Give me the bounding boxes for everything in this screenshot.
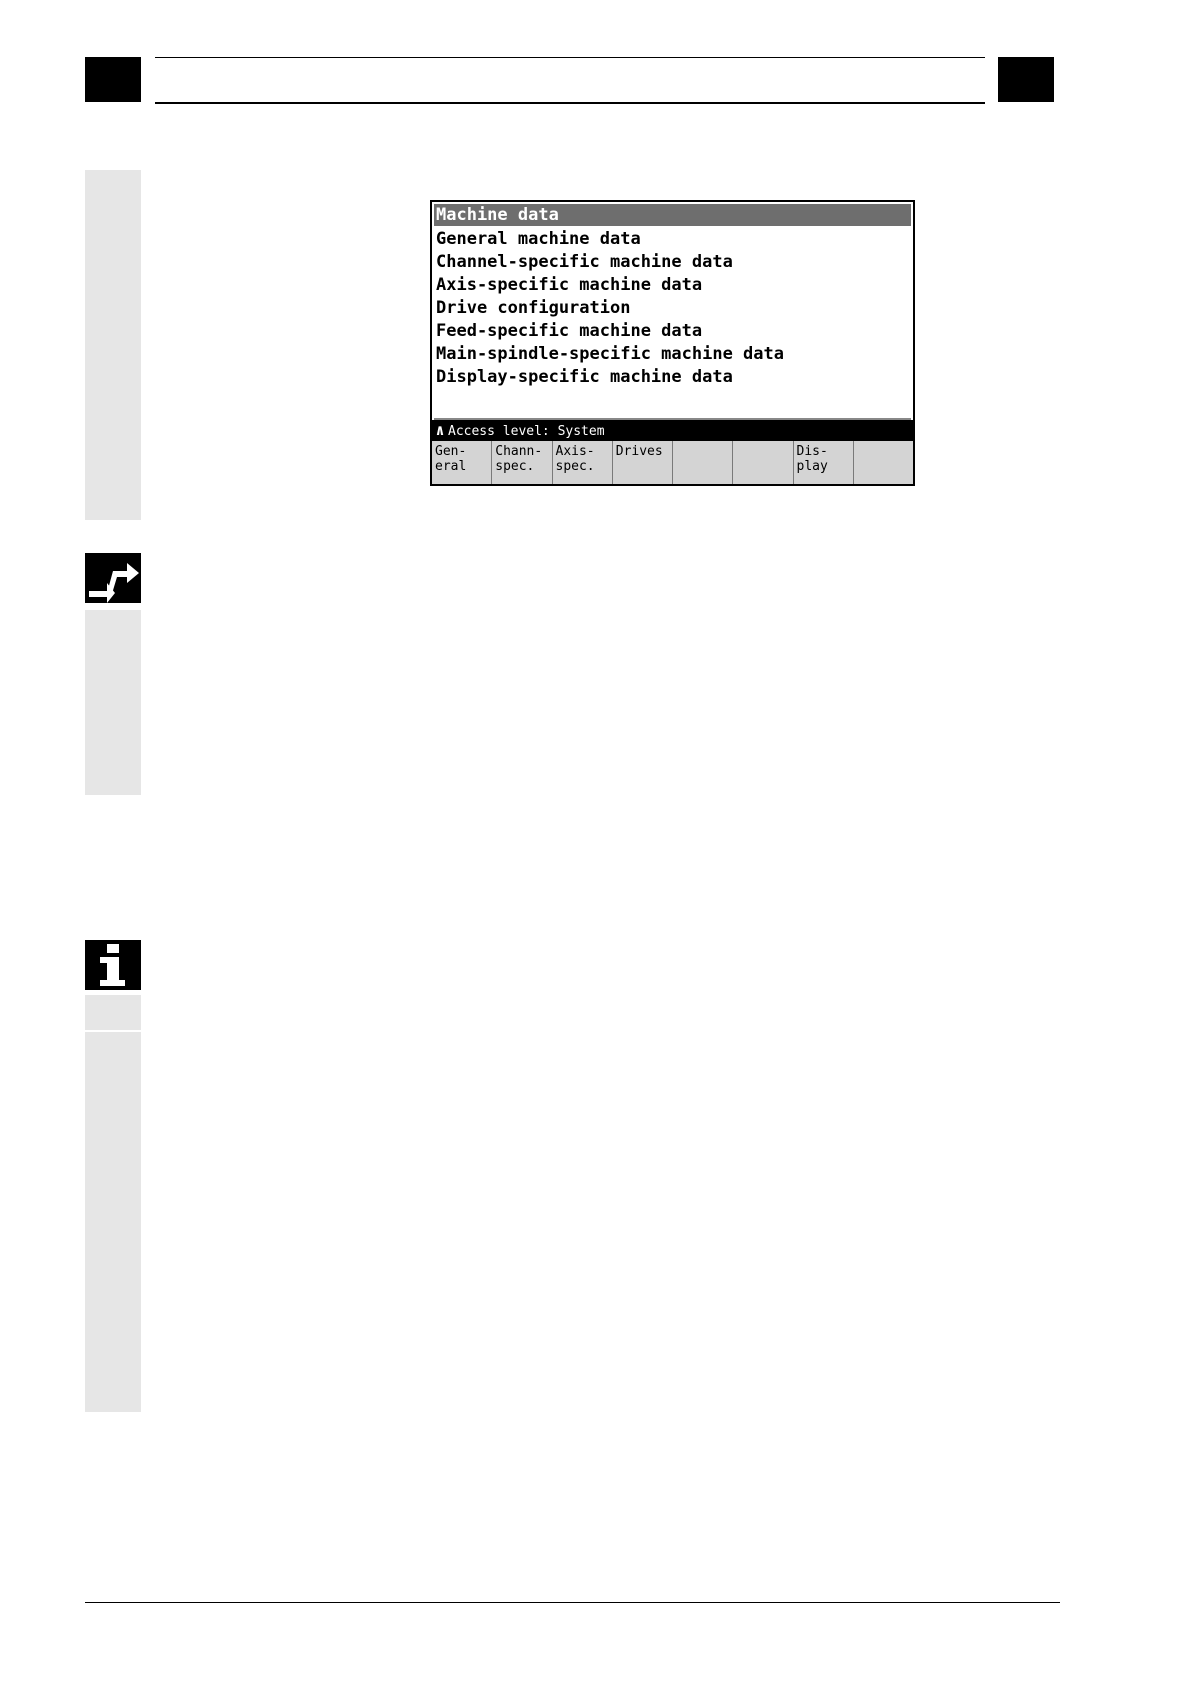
info-icon <box>85 940 141 990</box>
softkey-general[interactable]: Gen- eral <box>432 441 492 484</box>
machine-data-screen <box>430 200 915 486</box>
margin-bar-1 <box>85 170 141 520</box>
softkey-empty-5[interactable] <box>673 441 733 484</box>
header-top-rule <box>155 57 985 58</box>
screen-title: Machine data <box>434 204 911 226</box>
header-bottom-rule <box>155 102 985 104</box>
menu-item-drive[interactable]: Drive configuration <box>436 298 631 318</box>
softkey-channel-spec[interactable]: Chann- spec. <box>492 441 552 484</box>
menu-item-display[interactable]: Display-specific machine data <box>436 367 733 387</box>
margin-bar-4 <box>85 1032 141 1412</box>
softkey-empty-8[interactable] <box>854 441 913 484</box>
margin-bar-2 <box>85 610 141 795</box>
menu-item-axis[interactable]: Axis-specific machine data <box>436 275 703 295</box>
menu-item-main-spindle[interactable]: Main-spindle-specific machine data <box>436 344 784 364</box>
softkey-axis-spec[interactable]: Axis- spec. <box>553 441 613 484</box>
header-right-block <box>998 57 1054 102</box>
access-level-text: Access level: System <box>448 424 605 439</box>
menu-item-feed[interactable]: Feed-specific machine data <box>436 321 703 341</box>
softkey-display[interactable]: Dis- play <box>794 441 854 484</box>
status-bar <box>432 420 913 441</box>
header-left-block <box>85 57 141 102</box>
margin-bar-3 <box>85 995 141 1030</box>
machine-data-menu <box>434 228 911 420</box>
menu-item-channel[interactable]: Channel-specific machine data <box>436 252 733 272</box>
caret-up-icon: ∧ <box>435 421 445 439</box>
softkey-drives[interactable]: Drives <box>613 441 673 484</box>
softkey-empty-6[interactable] <box>733 441 793 484</box>
softkey-bar <box>432 441 913 484</box>
procedure-arrows-icon <box>85 553 141 603</box>
footer-rule <box>85 1602 1060 1603</box>
menu-item-general[interactable]: General machine data <box>436 229 641 249</box>
